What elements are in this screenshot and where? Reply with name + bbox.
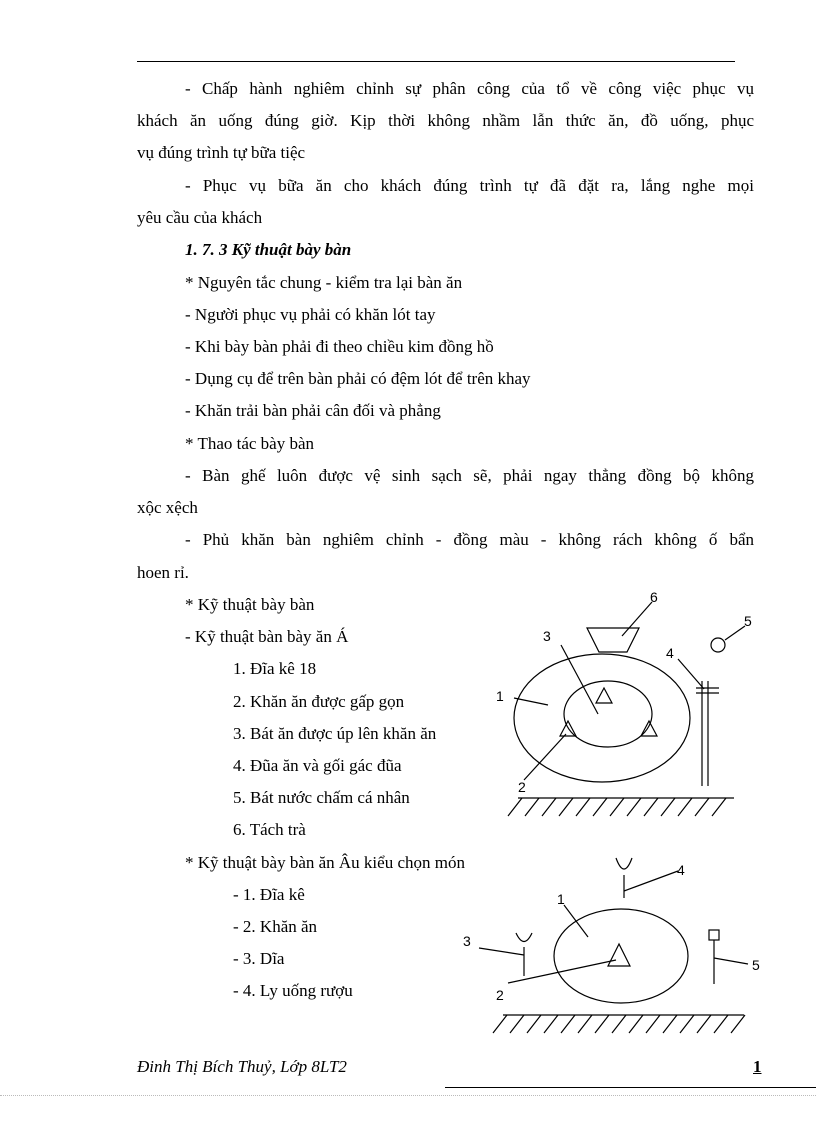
euro-item: - 2. Khăn ăn	[233, 917, 318, 936]
paragraph-line	[137, 79, 754, 99]
leader-line	[714, 958, 748, 964]
diagram-label: 4	[677, 862, 685, 878]
leader-line	[561, 645, 598, 714]
diagram-label: 5	[744, 613, 752, 629]
asian-item: 2. Khăn ăn được gấp gọn	[233, 692, 405, 711]
euro-title: * Kỹ thuật bày bàn ăn Âu kiểu chọn món	[185, 853, 465, 872]
napkin-icon	[608, 944, 630, 966]
paragraph-line: xộc xệch	[137, 498, 198, 517]
sauce-bowl-icon	[711, 638, 725, 652]
header-rule	[137, 61, 735, 62]
paragraph-line: khách ăn uống đúng giờ. Kịp thời không nhầm lẫn thức ăn, đồ uống, phục	[137, 111, 754, 130]
paragraph-line	[137, 466, 754, 486]
leader-line	[479, 948, 524, 955]
euro-item: - 4. Ly uống rượu	[233, 981, 353, 1000]
diagram-label: 3	[463, 933, 471, 949]
plate-icon	[514, 654, 690, 782]
rule-item: - Dụng cụ để trên bàn phải có đệm lót để trên khay	[185, 369, 531, 388]
table-hatch	[508, 798, 726, 816]
paragraph-text: - Bàn ghế luôn được vệ sinh sạch sẽ, phải ngay thẳng đồng bộ không	[185, 466, 754, 485]
page-edge	[0, 1095, 816, 1096]
paragraph-line: yêu cầu của khách	[137, 208, 263, 227]
diagram-label: 2	[518, 779, 526, 795]
footer-author: Đinh Thị Bích Thuỷ, Lớp 8LT2	[137, 1057, 347, 1076]
leader-line	[564, 905, 588, 937]
plate-icon	[554, 909, 688, 1003]
technique-heading: * Kỹ thuật bày bàn	[185, 595, 315, 614]
euro-item: - 1. Đĩa kê	[233, 885, 305, 904]
asian-item: 3. Bát ăn được úp lên khăn ăn	[233, 724, 437, 743]
leader-line	[725, 626, 745, 640]
rule-item: - Khi bày bàn phải đi theo chiều kim đồng hồ	[185, 337, 494, 356]
page-number: 1	[753, 1057, 762, 1076]
footer-rule	[445, 1087, 816, 1088]
paragraph-line	[137, 176, 754, 196]
bowl-icon	[564, 681, 652, 747]
euro-item: - 3. Dĩa	[233, 949, 285, 968]
leader-line	[524, 734, 566, 780]
table-hatch	[493, 1015, 745, 1033]
asian-item: 1. Đĩa kê 18	[233, 659, 317, 678]
rule-item: - Người phục vụ phải có khăn lót tay	[185, 305, 436, 324]
paragraph-text: - Phủ khăn bàn nghiêm chỉnh - đồng màu - không rách không ố bẩn	[185, 530, 754, 549]
leader-line	[622, 602, 652, 636]
asian-item: 4. Đũa ăn và gối gác đũa	[233, 756, 402, 775]
tea-cup-icon	[587, 628, 639, 652]
diagram-label: 1	[496, 688, 504, 704]
diagram-label: 2	[496, 987, 504, 1003]
paragraph-line	[137, 530, 754, 550]
paragraph-line: hoen rỉ.	[137, 563, 189, 582]
leader-line	[624, 871, 678, 891]
section-heading: 1. 7. 3 Kỹ thuật bày bàn	[185, 240, 352, 259]
leader-line	[514, 698, 548, 705]
asian-item: 6. Tách trà	[233, 820, 306, 839]
diagram-label: 1	[557, 891, 565, 907]
leader-line	[678, 659, 704, 689]
napkin-icon	[596, 688, 612, 703]
operations-heading: * Thao tác bày bàn	[185, 434, 315, 453]
napkin-icon	[560, 721, 576, 736]
napkin-icon	[641, 721, 657, 736]
fork-icon	[516, 933, 532, 942]
rule-item: - Khăn trải bàn phải cân đối và phẳng	[185, 401, 441, 420]
knife-icon	[709, 930, 719, 940]
paragraph-text: - Phục vụ bữa ăn cho khách đúng trình tự đã đặt ra, lắng nghe mọi	[185, 176, 754, 195]
wine-glass-icon	[616, 858, 632, 869]
diagram-label: 4	[666, 645, 674, 661]
diagram-label: 5	[752, 957, 760, 973]
paragraph-line: vụ đúng trình tự bữa tiệc	[137, 143, 306, 162]
asian-title: - Kỹ thuật bàn bày ăn Á	[185, 627, 349, 646]
diagram-label: 3	[543, 628, 551, 644]
general-rule: * Nguyên tắc chung - kiểm tra lại bàn ăn	[185, 273, 463, 292]
paragraph-text: - Chấp hành nghiêm chỉnh sự phân công của tổ về công việc phục vụ	[185, 79, 754, 98]
leader-line	[508, 960, 616, 983]
diagram-label: 6	[650, 589, 658, 605]
asian-item: 5. Bát nước chấm cá nhân	[233, 788, 410, 807]
